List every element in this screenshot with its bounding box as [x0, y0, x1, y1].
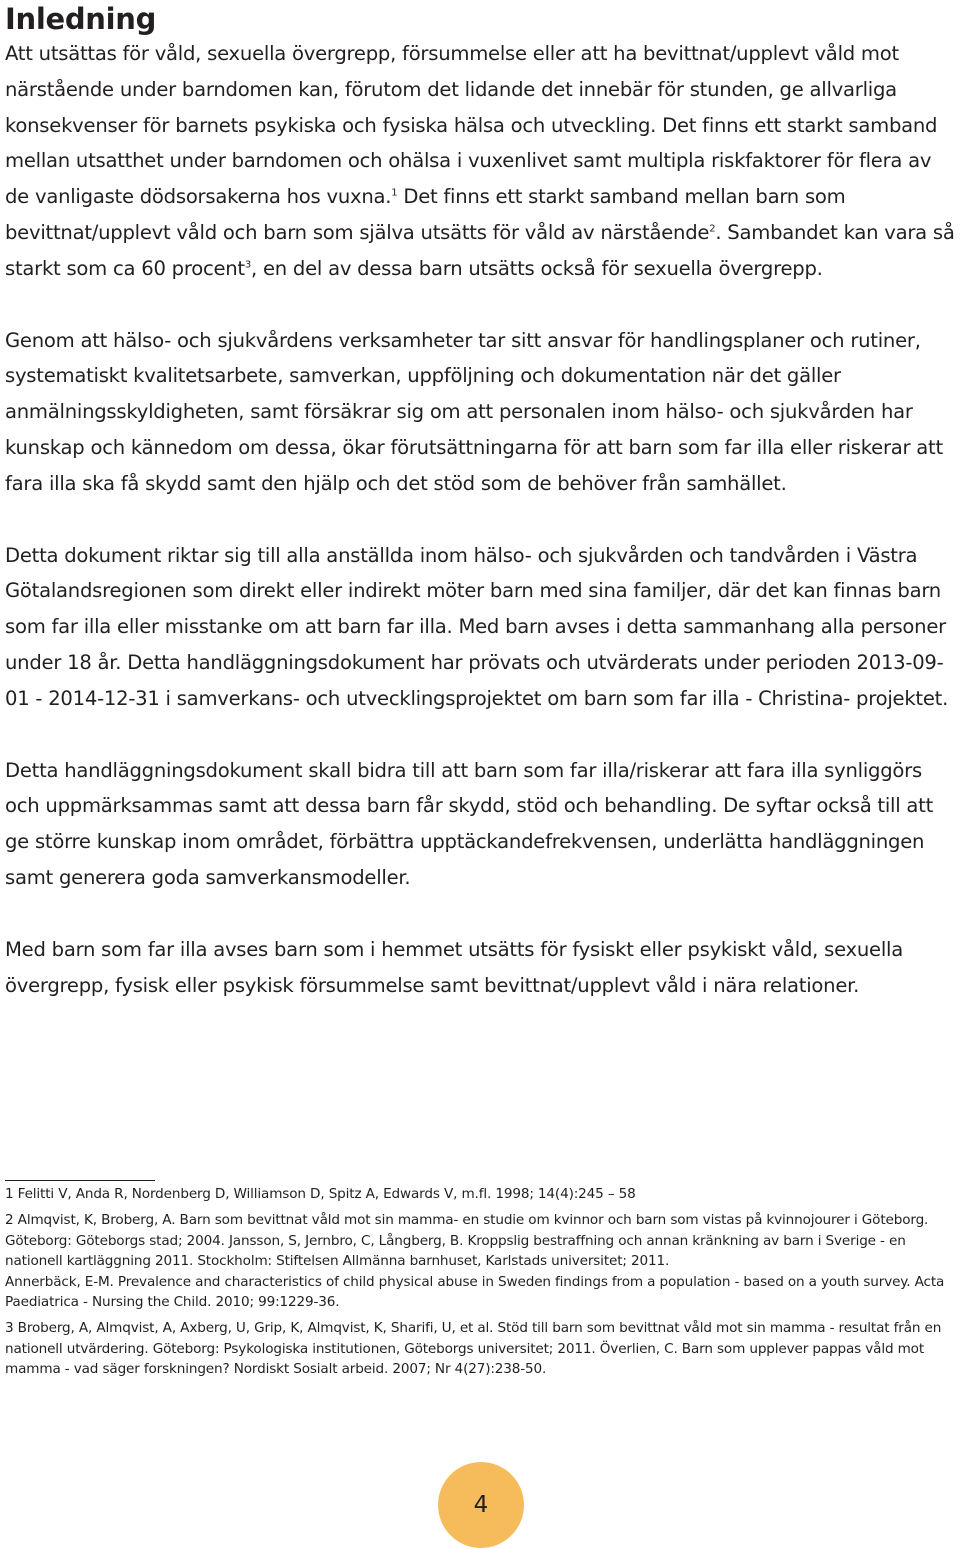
paragraph-audience: Detta dokument riktar sig till alla anställda inom hälso- och sjukvården och tandvården i Västra Götalandsregionen som direkt eller indirekt möter barn med sina familjer, där det kan finnas barn som far illa eller misstanke om att barn far illa. Med barn avses i detta sammanhang alla personer under 18 år. Detta handläggningsdokument har prövats och utvärderats under perioden 2013-09-01 - 2014-12-31 i samverkans- och utvecklingsprojektet om barn som far illa - Christina- projektet.	[5, 543, 949, 710]
footnote-1: 1 Felitti V, Anda R, Nordenberg D, Williamson D, Spitz A, Edwards V, m.fl. 1998; 14(4):245 – 58	[5, 1186, 636, 1202]
document-body	[5, 0, 955, 1003]
paragraph-intro-text-c: . Sambandet kan vara så starkt som ca 60 procent	[5, 220, 955, 280]
page-number-badge	[438, 1462, 524, 1548]
paragraph-definition: Med barn som far illa avses barn som i hemmet utsätts för fysiskt eller psykiskt våld, sexuella övergrepp, fysisk eller psykisk försummelse samt bevittnat/upplevt våld i nära relationer.	[5, 937, 903, 997]
paragraph-responsibility: Genom att hälso- och sjukvårdens verksamheter tar sitt ansvar för handlingsplaner och rutiner, systematiskt kvalitetsarbete, samverkan, uppföljning och dokumentation när det gäller anmälningsskyldigheten, samt försäkrar sig om att personalen inom hälso- och sjukvården har kunskap och kännedom om dessa, ökar förutsättningarna för att barn som far illa eller riskerar att fara illa ska få skydd samt den hjälp och det stöd som de behöver från samhället.	[5, 328, 943, 495]
footnote-ref-2: 2	[709, 223, 716, 235]
paragraph-intro-text-b: Det finns ett starkt samband mellan barn som bevittnat/upplevt våld och barn som själva utsätts för våld av närstående	[5, 185, 846, 244]
paragraph-intro-text-a: Att utsättas för våld, sexuella övergrepp, försummelse eller att ha bevittnat/upplevt våld mot närstående under barndomen kan, förutom det lidande det innebär för stunden, ge allvarliga konsekvenser för barnets psykiska och fysiska hälsa och utveckling. Det finns ett starkt samband mellan utsatthet under barndomen och ohälsa i vuxenlivet samt multipla riskfaktorer för flera av de vanligaste dödsorsakerna hos vuxna.	[5, 42, 938, 209]
page-number: 4	[473, 1492, 489, 1518]
paragraph-intro-text-d: , en del av dessa barn utsätts också för sexuella övergrepp.	[251, 256, 823, 280]
footnote-2: 2 Almqvist, K, Broberg, A. Barn som bevittnat våld mot sin mamma- en studie om kvinnor och barn som vistas på kvinnojourer i Göteborg. Göteborg: Göteborgs stad; 2004. Jansson, S, Jernbro, C, Långberg, B. Kroppslig bestraffning och annan kränkning av barn i Sverige - en nationell kartläggning 2011. Stockholm: Stiftelsen Allmänna barnhuset, Karlstads universitet; 2011.	[5, 1212, 929, 1270]
section-heading: Inledning	[5, 2, 157, 36]
footnote-divider	[5, 1180, 155, 1181]
footnote-2-continued: Annerbäck, E-M. Prevalence and characteristics of child physical abuse in Sweden findings from a population - based on a youth survey. Acta Paediatrica - Nursing the Child. 2010; 99:1229-36.	[5, 1273, 945, 1311]
paragraph-intro	[5, 36, 955, 287]
footnote-ref-3: 3	[244, 259, 251, 271]
footnote-ref-1: 1	[391, 187, 398, 199]
footnote-3: 3 Broberg, A, Almqvist, A, Axberg, U, Grip, K, Almqvist, K, Sharifi, U, et al. Stöd till barn som bevittnat våld mot sin mamma - resultat från en nationell utvärdering. Göteborg: Psykologiska institutionen, Göteborgs universitet; 2011. Överlien, C. Barn som upplever pappas våld mot mamma - vad säger forskningen? Nordiskt Sosialt arbeid. 2007; Nr 4(27):238-50.	[5, 1320, 942, 1378]
paragraph-purpose: Detta handläggningsdokument skall bidra till att barn som far illa/riskerar att fara illa synliggörs och uppmärksammas samt att dessa barn får skydd, stöd och behandling. De syftar också till att ge större kunskap inom området, förbättra upptäckandefrekvensen, underlätta handläggningen samt generera goda samverkansmodeller.	[5, 758, 934, 889]
footnotes	[5, 1184, 955, 1380]
